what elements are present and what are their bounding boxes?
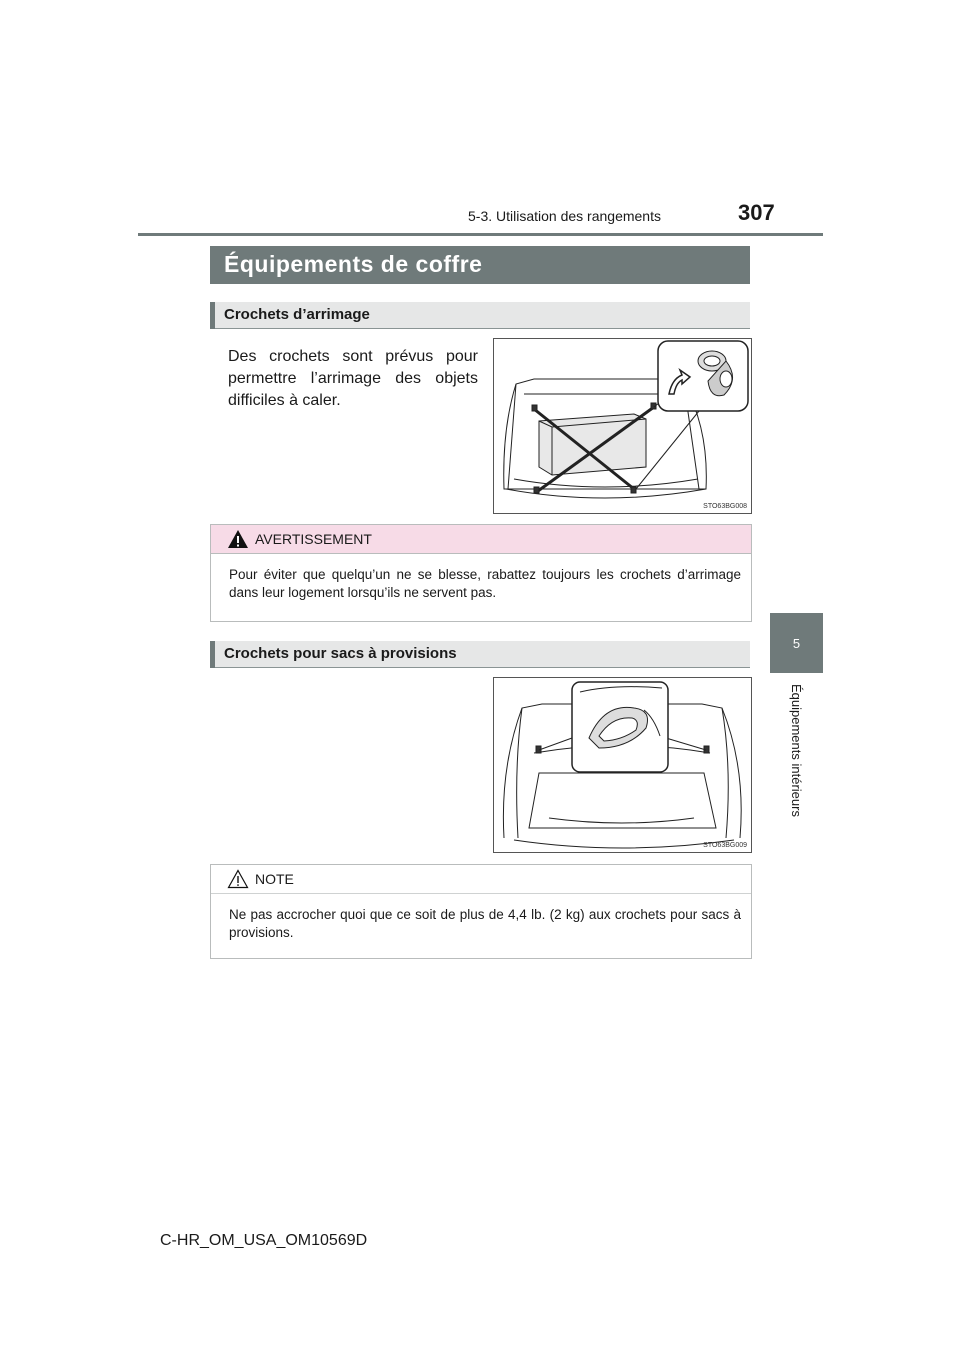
chapter-tab [770,613,823,673]
warning-header [211,525,751,554]
note-title: NOTE [255,871,294,887]
trunk-illustration [494,339,751,513]
subsection-header-tie-down-hooks [210,302,750,329]
warning-text: Pour éviter que quelqu’un ne se blesse, rabattez toujours les crochets d’arrimage dans leur logement lorsqu’ils ne servent pas. [229,567,741,600]
chapter-number: 5 [792,635,801,651]
subsection-header-grocery-bag-hooks [210,641,750,668]
warning-title: AVERTISSEMENT [255,531,372,547]
subsection-bar [210,641,215,668]
caution-outline-icon [227,869,249,889]
warning-icon [227,529,249,549]
note-header [211,865,751,894]
subsection-title: Crochets pour sacs à provisions [224,645,457,662]
note-text: Ne pas accrocher quoi que ce soit de plus de 4,4 lb. (2 kg) aux crochets pour sacs à provisions. [229,907,741,940]
figure-tie-down-hooks [493,338,752,514]
page-number: 307 [738,200,775,225]
subsection-bar [210,302,215,329]
section-title: Équipements de coffre [224,251,483,277]
figure-code: STO63BG008 [703,503,747,510]
warning-box [210,524,752,622]
section-banner [210,246,750,284]
subsection-title: Crochets d’arrimage [224,306,370,323]
section-path: 5-3. Utilisation des rangements [468,208,661,224]
body-text: Des crochets sont prévus pour permettre l’arrimage des objets difficiles à caler. [228,348,478,409]
trunk-illustration [494,678,751,852]
figure-code: STO63BG009 [703,842,747,849]
header-rule [138,233,823,236]
figure-grocery-bag-hooks [493,677,752,853]
footer-doc-code: C-HR_OM_USA_OM10569D [160,1232,368,1249]
chapter-label: Équipements intérieurs [789,684,804,817]
note-box [210,864,752,959]
